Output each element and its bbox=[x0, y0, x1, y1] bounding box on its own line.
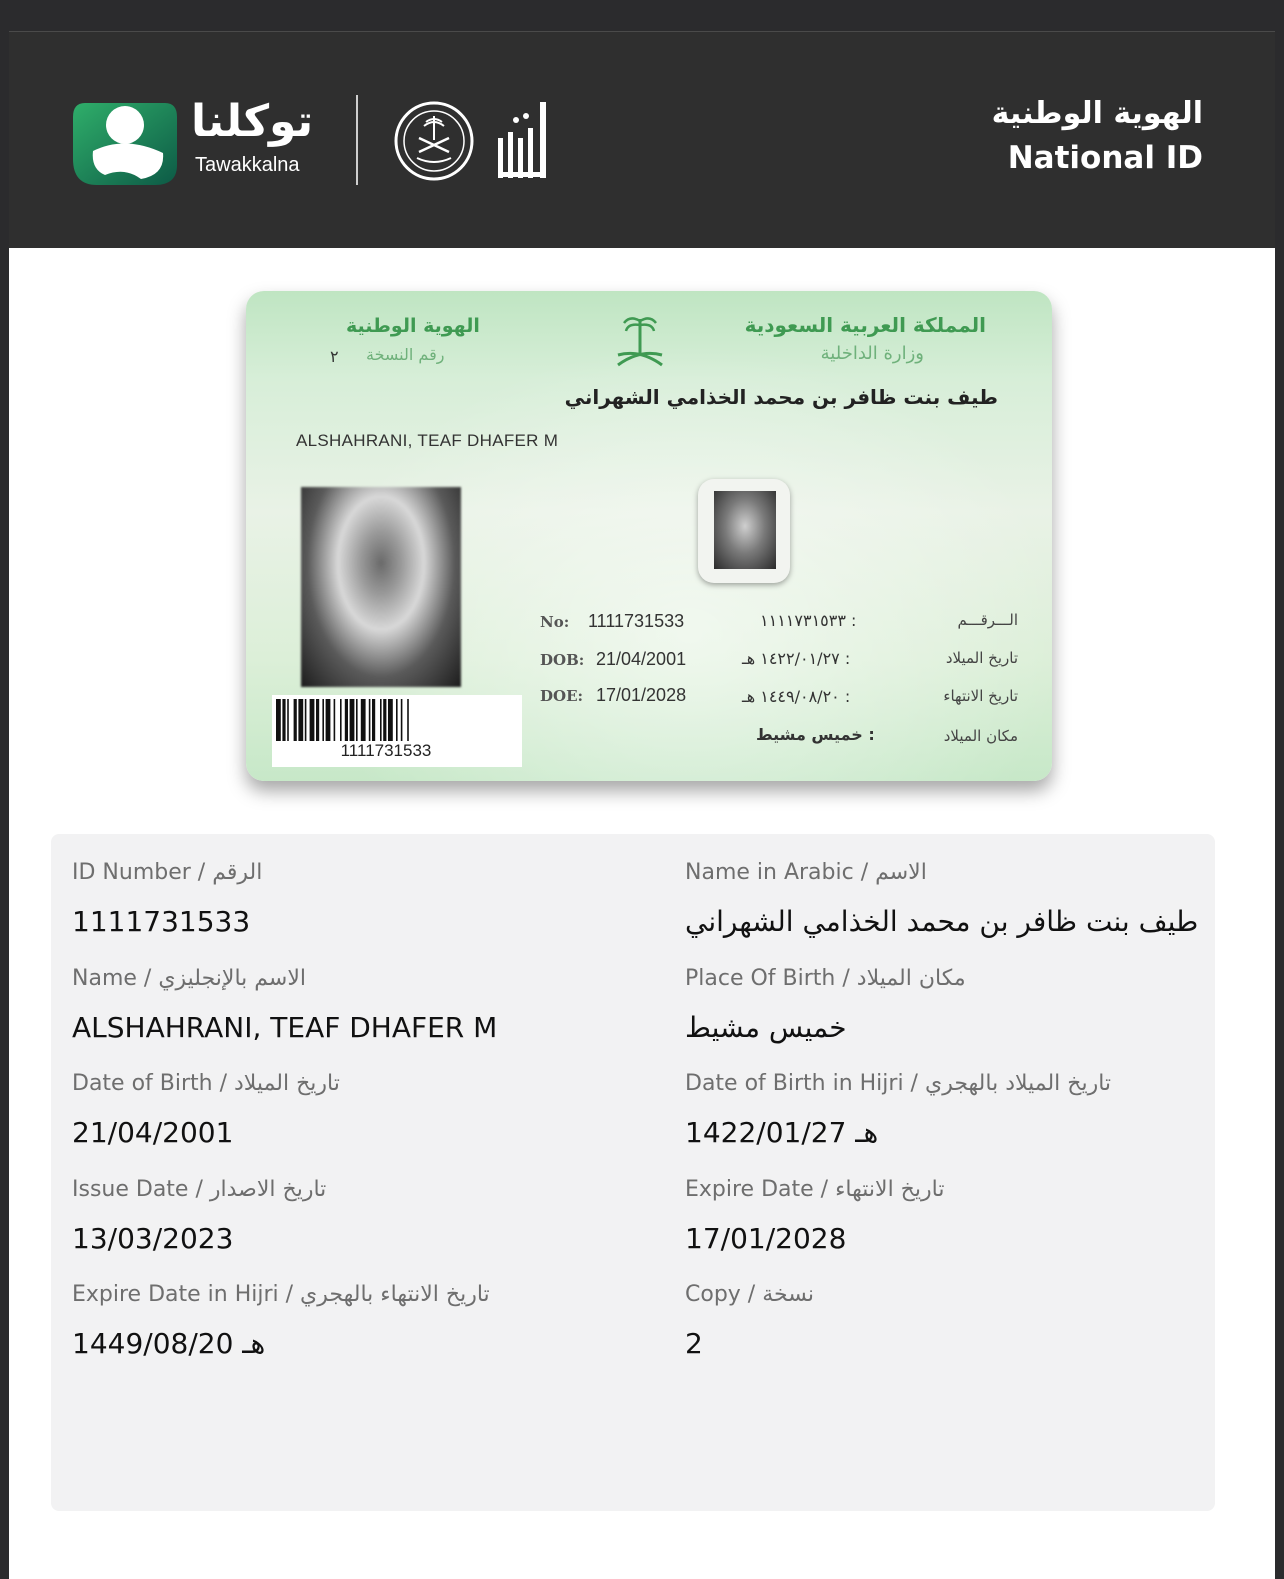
barcode-bar bbox=[316, 699, 319, 741]
card-dob-label-ar: تاريخ الميلاد bbox=[945, 649, 1018, 667]
field-value: 1422/01/27 هـ bbox=[685, 1116, 879, 1149]
card-no-value: 1111731533 bbox=[588, 611, 685, 631]
card-pob-label-ar: مكان الميلاد bbox=[943, 727, 1018, 745]
brand-name-ar: توكلنا bbox=[191, 96, 314, 147]
barcode-bar bbox=[383, 699, 386, 741]
card-copy-label-ar: رقم النسخة bbox=[366, 345, 445, 364]
barcode-bar bbox=[305, 699, 307, 741]
absher-logo-icon bbox=[496, 98, 560, 184]
page-title-en: National ID bbox=[1007, 140, 1203, 176]
field-expire-hijri bbox=[72, 1280, 490, 1364]
field-label: Expire Date in Hijri / تاريخ الانتهاء بالهجري bbox=[72, 1282, 490, 1307]
field-dob-hijri bbox=[685, 1069, 1111, 1153]
card-number-label-ar: الـــرقـــم bbox=[957, 611, 1018, 629]
barcode-bar bbox=[294, 699, 297, 741]
card-doe-value-ar: ١٤٤٩/٠٨/٢٠ هـ : bbox=[742, 687, 851, 706]
card-name-ar: طيف بنت ظافر بن محمد الخذامي الشهراني bbox=[564, 385, 998, 409]
field-value: 2 bbox=[685, 1327, 703, 1360]
barcode-bar bbox=[334, 699, 336, 741]
palm-swords-icon bbox=[608, 309, 672, 373]
card-doe-label: DOE: bbox=[540, 687, 584, 705]
field-place-of-birth bbox=[685, 964, 966, 1048]
barcode-bar bbox=[282, 699, 285, 741]
barcode-bar bbox=[326, 699, 331, 741]
field-label: Date of Birth in Hijri / تاريخ الميلاد بالهجري bbox=[685, 1071, 1112, 1096]
field-value: 1449/08/20 هـ bbox=[72, 1327, 266, 1360]
card-photo bbox=[301, 487, 461, 687]
card-pob-value-ar: خميس مشيط : bbox=[756, 725, 875, 744]
card-dob-value-ar: ١٤٢٢/٠١/٢٧ هـ : bbox=[742, 649, 851, 668]
ministry-emblem-icon bbox=[393, 100, 475, 182]
card-doe-label-ar: تاريخ الانتهاء bbox=[943, 687, 1018, 705]
barcode-bar bbox=[287, 699, 289, 741]
field-value: 1111731533 bbox=[72, 905, 251, 938]
barcode-bar bbox=[356, 699, 358, 741]
barcode-bar bbox=[407, 699, 409, 741]
field-label: Place Of Birth / مكان الميلاد bbox=[685, 966, 966, 991]
barcode-bar bbox=[276, 699, 281, 741]
barcode-bar bbox=[401, 699, 403, 741]
page-title-ar: الهوية الوطنية bbox=[991, 96, 1203, 131]
card-ghost-image bbox=[714, 491, 776, 569]
card-doe-value: 17/01/2028 bbox=[596, 685, 687, 705]
card-dob-label: DOB: bbox=[540, 651, 585, 669]
id-card-image bbox=[246, 291, 1052, 781]
field-label: Expire Date / تاريخ الانتهاء bbox=[685, 1177, 945, 1202]
barcode-bar bbox=[388, 699, 393, 741]
card-no-label: No: bbox=[540, 613, 570, 631]
barcode-bar bbox=[310, 699, 315, 741]
field-name-en bbox=[72, 964, 497, 1048]
field-issue-date bbox=[72, 1175, 326, 1259]
card-barcode-number: 1111731533 bbox=[340, 741, 432, 760]
field-expire-date bbox=[685, 1175, 944, 1259]
brand-name-en: Tawakkalna bbox=[195, 154, 300, 176]
field-id-number bbox=[72, 858, 262, 942]
card-dob-value: 21/04/2001 bbox=[596, 649, 687, 669]
field-dob bbox=[72, 1069, 340, 1153]
barcode-bar bbox=[361, 699, 366, 741]
barcode-bar bbox=[322, 699, 324, 741]
page-title bbox=[992, 92, 1203, 180]
header-bar bbox=[9, 31, 1275, 248]
field-value: ALSHAHRANI, TEAF DHAFER M bbox=[72, 1011, 498, 1044]
barcode-bar bbox=[396, 699, 398, 741]
details-panel bbox=[51, 834, 1215, 1511]
field-value: 21/04/2001 bbox=[72, 1116, 234, 1149]
card-name-en: ALSHAHRANI, TEAF DHAFER M bbox=[296, 431, 559, 450]
card-ghost-photo bbox=[698, 479, 790, 583]
field-value: 17/01/2028 bbox=[685, 1222, 847, 1255]
field-label: ID Number / الرقم bbox=[72, 860, 263, 885]
barcode-bar bbox=[380, 699, 382, 741]
barcode-bar bbox=[340, 699, 342, 741]
field-value: طيف بنت ظافر بن محمد الخذامي الشهراني bbox=[685, 905, 1199, 938]
national-id-screen bbox=[9, 31, 1275, 1579]
field-label: Date of Birth / تاريخ الميلاد bbox=[72, 1071, 340, 1096]
field-label: Name in Arabic / الاسم bbox=[685, 860, 927, 885]
field-label: Copy / نسخة bbox=[685, 1282, 814, 1307]
header-divider bbox=[356, 95, 358, 185]
tawakkalna-logo-icon bbox=[71, 95, 179, 187]
field-copy bbox=[685, 1280, 814, 1364]
field-value: 13/03/2023 bbox=[72, 1222, 234, 1255]
barcode-bar bbox=[372, 699, 375, 741]
card-kingdom-ar: المملكة العربية السعودية bbox=[744, 313, 986, 337]
barcode-bar bbox=[345, 699, 348, 741]
field-name-arabic bbox=[685, 858, 1198, 942]
barcode-bar bbox=[298, 699, 303, 741]
field-label: Name / الاسم بالإنجليزي bbox=[72, 966, 307, 991]
card-ministry-ar: وزارة الداخلية bbox=[820, 343, 924, 364]
card-copy-value-ar: ٢ bbox=[330, 347, 339, 366]
field-value: خميس مشيط bbox=[685, 1011, 847, 1044]
field-label: Issue Date / تاريخ الاصدار bbox=[72, 1177, 327, 1202]
barcode-bar bbox=[369, 699, 371, 741]
card-national-id-ar: الهوية الوطنية bbox=[346, 315, 480, 337]
card-number-value-ar: ١١١١٧٣١٥٣٣ : bbox=[760, 611, 857, 630]
barcode-bar bbox=[350, 699, 355, 741]
barcode-bars bbox=[276, 699, 518, 741]
